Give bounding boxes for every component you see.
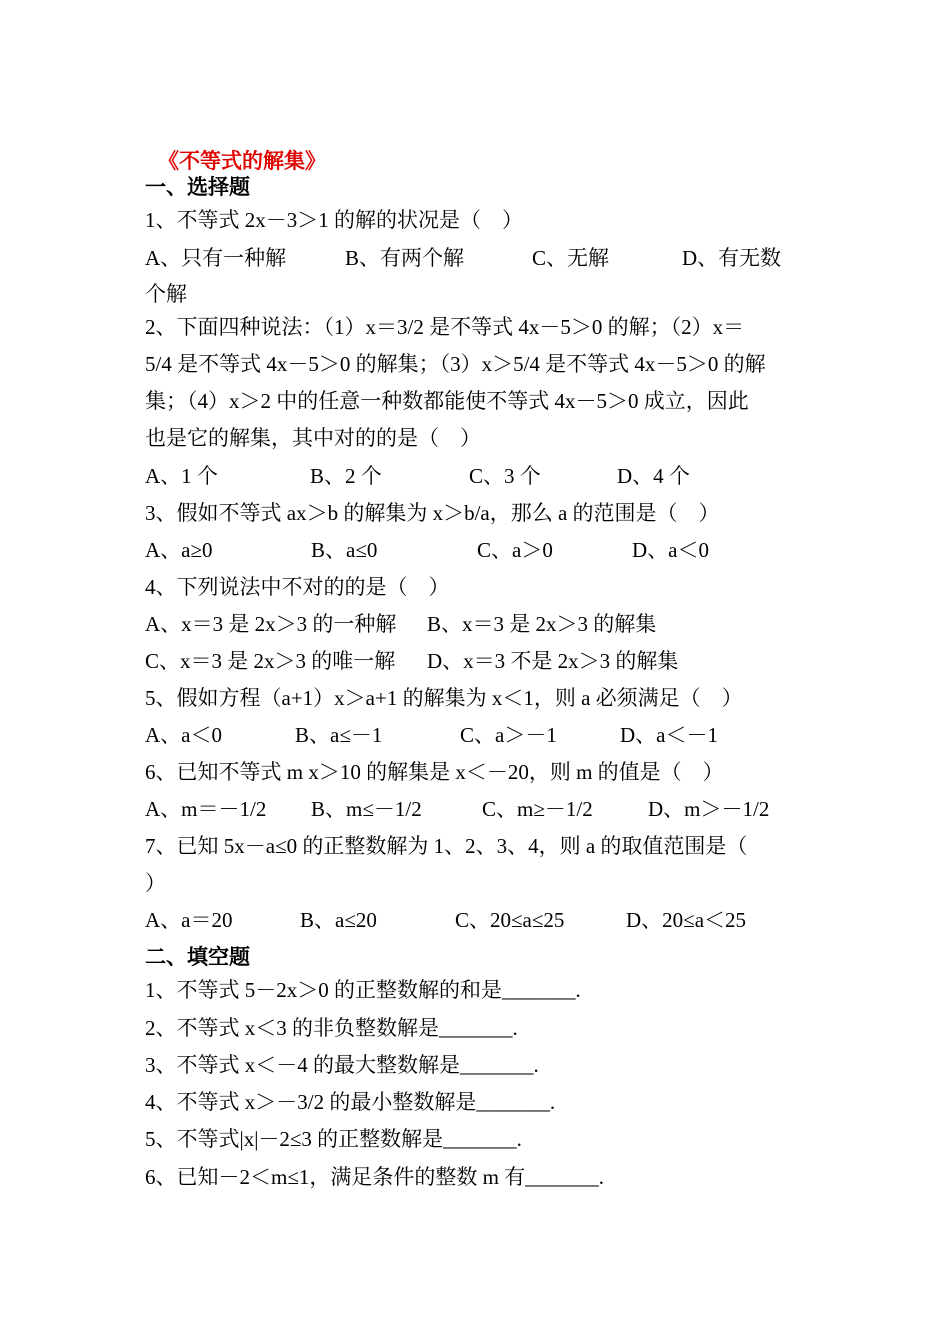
question-6-stem: 6、已知不等式 m x＞10 的解集是 x＜－20，则 m 的值是（ ） — [145, 760, 724, 784]
section-heading-fill: 二、填空题 — [145, 945, 250, 969]
fill-question-1: 1、不等式 5－2x＞0 的正整数解的和是_______. — [145, 978, 581, 1002]
question-7-stem-wrap: ） — [145, 871, 166, 895]
question-1-options — [145, 245, 825, 271]
option-a: A、a≥0 — [145, 538, 213, 562]
question-5-options — [145, 722, 825, 748]
question-4-options-row-1 — [145, 611, 825, 637]
section-heading-choice: 一、选择题 — [145, 175, 250, 199]
option-c: C、m≥－1/2 — [482, 797, 593, 821]
option-c: C、3 个 — [469, 464, 541, 488]
option-b: B、a≤－1 — [295, 723, 383, 747]
option-a: A、a＝20 — [145, 908, 233, 932]
question-2-line-4: 也是它的解集，其中对的的是（ ） — [145, 426, 481, 450]
question-1-option-d-wrap: 个解 — [145, 282, 187, 306]
option-b: B、有两个解 — [345, 246, 465, 270]
option-c: C、a＞0 — [477, 538, 553, 562]
question-3-options — [145, 537, 825, 563]
question-2-line-3: 集；（4）x＞2 中的任意一种数都能使不等式 4x－5＞0 成立，因此 — [145, 389, 749, 413]
option-b: B、x＝3 是 2x＞3 的解集 — [427, 612, 657, 636]
option-d: D、4 个 — [617, 464, 690, 488]
option-b: B、2 个 — [310, 464, 382, 488]
option-b: B、m≤－1/2 — [311, 797, 422, 821]
option-b: B、a≤0 — [311, 538, 378, 562]
option-c: C、x＝3 是 2x＞3 的唯一解 — [145, 649, 396, 673]
option-a: A、1 个 — [145, 464, 218, 488]
option-d: D、有无数 — [682, 246, 782, 270]
option-d: D、x＝3 不是 2x＞3 的解集 — [427, 649, 679, 673]
option-c: C、20≤a≤25 — [455, 908, 565, 932]
option-d: D、20≤a＜25 — [626, 908, 747, 932]
option-d: D、a＜－1 — [620, 723, 718, 747]
question-2-line-2: 5/4 是不等式 4x－5＞0 的解集；（3）x＞5/4 是不等式 4x－5＞0 的解 — [145, 352, 766, 376]
option-a: A、a＜0 — [145, 723, 222, 747]
fill-question-6: 6、已知－2＜m≤1，满足条件的整数 m 有_______. — [145, 1165, 604, 1189]
question-7-stem: 7、已知 5x－a≤0 的正整数解为 1、2、3、4，则 a 的取值范围是（ — [145, 834, 748, 858]
question-4-options-row-2 — [145, 648, 825, 674]
option-d: D、m＞－1/2 — [648, 797, 770, 821]
question-7-options — [145, 907, 825, 933]
question-6-options — [145, 796, 825, 822]
question-2-options — [145, 463, 825, 489]
option-b: B、a≤20 — [300, 908, 377, 932]
fill-question-2: 2、不等式 x＜3 的非负整数解是_______. — [145, 1016, 518, 1040]
fill-question-4: 4、不等式 x＞－3/2 的最小整数解是_______. — [145, 1090, 556, 1114]
document-title: 《不等式的解集》 — [158, 149, 326, 173]
option-c: C、无解 — [532, 246, 610, 270]
question-5-stem: 5、假如方程（a+1）x＞a+1 的解集为 x＜1，则 a 必须满足（ ） — [145, 686, 743, 710]
fill-question-3: 3、不等式 x＜－4 的最大整数解是_______. — [145, 1053, 539, 1077]
question-2-line-1: 2、下面四种说法：（1）x＝3/2 是不等式 4x－5＞0 的解；（2）x＝ — [145, 315, 745, 339]
option-a: A、m＝－1/2 — [145, 797, 267, 821]
question-4-stem: 4、下列说法中不对的的是（ ） — [145, 575, 450, 599]
option-c: C、a＞－1 — [460, 723, 557, 747]
option-d: D、a＜0 — [632, 538, 709, 562]
option-a: A、x＝3 是 2x＞3 的一种解 — [145, 612, 397, 636]
question-1-stem: 1、不等式 2x－3＞1 的解的状况是（ ） — [145, 208, 523, 232]
question-3-stem: 3、假如不等式 ax＞b 的解集为 x＞b/a，那么 a 的范围是（ ） — [145, 501, 720, 525]
option-a: A、只有一种解 — [145, 246, 287, 270]
fill-question-5: 5、不等式|x|－2≤3 的正整数解是_______. — [145, 1127, 522, 1151]
